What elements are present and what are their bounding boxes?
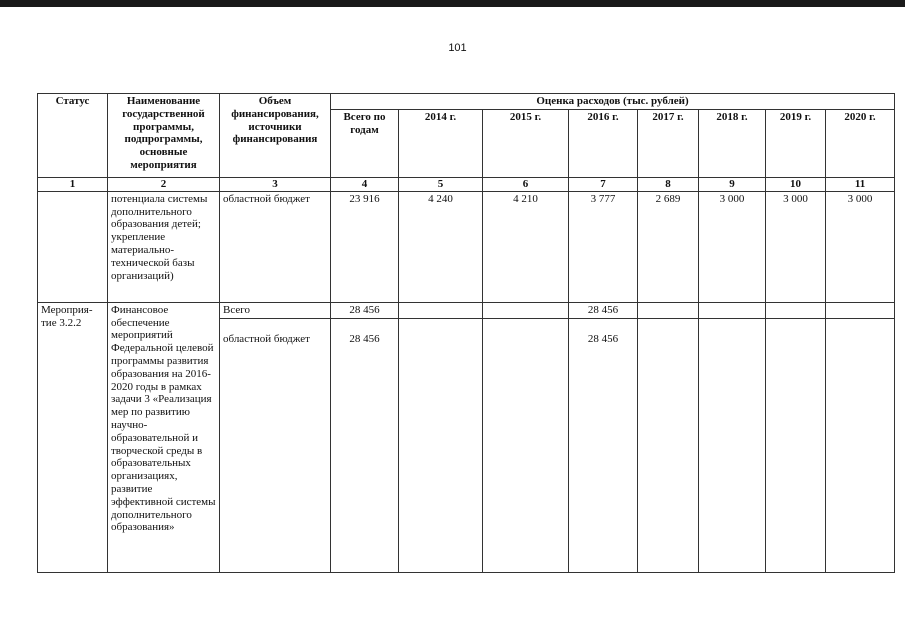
column-index: 8 [638,177,699,191]
cell-value [638,318,699,572]
header-estimate: Оценка расходов (тыс. рублей) [331,94,895,110]
header-volume: Объем финансирования, источники финансирования [220,94,331,178]
table-row [38,191,895,302]
column-index: 1 [38,177,108,191]
column-index: 4 [331,177,399,191]
column-index: 7 [569,177,638,191]
cell-value [483,302,569,318]
page-number: 101 [448,42,467,54]
header-year: 2014 г. [399,109,483,177]
cell-value [399,318,483,572]
table-row [38,302,895,318]
header-year: 2020 г. [826,109,895,177]
cell-value: 28 456 [569,302,638,318]
cell-value: 3 777 [569,191,638,302]
budget-table [37,93,895,573]
header-total: Всего по годам [331,109,399,177]
header-year: 2016 г. [569,109,638,177]
column-index: 2 [108,177,220,191]
cell-value [483,318,569,572]
column-index: 9 [699,177,766,191]
cell-value [638,302,699,318]
cell-value: 3 000 [699,191,766,302]
column-index-row [38,177,895,191]
cell-value [826,302,895,318]
cell-source: Всего [220,302,331,318]
cell-value: 4 210 [483,191,569,302]
column-index: 6 [483,177,569,191]
column-index: 3 [220,177,331,191]
column-index: 10 [766,177,826,191]
cell-source: областной бюджет [220,191,331,302]
cell-name: Финансовое обеспечение мероприятий Федеральной целевой программы развития образования на 2016-2020 годы в рамках задачи 3 «Реализация мер по развитию научно-образовательной и творческой среды в образовательных организациях, развитие эффективной системы дополнительного образования» [108,302,220,572]
header-name: Наименование государственной программы, подпрограммы, основные мероприятия [108,94,220,178]
cell-value: 3 000 [826,191,895,302]
header-year: 2017 г. [638,109,699,177]
cell-value: 3 000 [766,191,826,302]
column-index: 5 [399,177,483,191]
cell-value [766,318,826,572]
header-status: Статус [38,94,108,178]
cell-value [699,318,766,572]
header-year: 2019 г. [766,109,826,177]
cell-value [399,302,483,318]
cell-value: 2 689 [638,191,699,302]
cell-value: 4 240 [399,191,483,302]
cell-value [826,318,895,572]
scan-top-border [0,0,905,7]
cell-value: 28 456 [569,318,638,572]
column-index: 11 [826,177,895,191]
header-year: 2018 г. [699,109,766,177]
cell-value [699,302,766,318]
cell-value [766,302,826,318]
cell-name: потенциала системы дополнительного образования детей; укрепление материально-технической базы организаций) [108,191,220,302]
cell-status: Мероприя-тие 3.2.2 [38,302,108,572]
cell-status [38,191,108,302]
cell-total: 23 916 [331,191,399,302]
cell-source: областной бюджет [220,318,331,572]
header-year: 2015 г. [483,109,569,177]
cell-total: 28 456 [331,302,399,318]
cell-total: 28 456 [331,318,399,572]
